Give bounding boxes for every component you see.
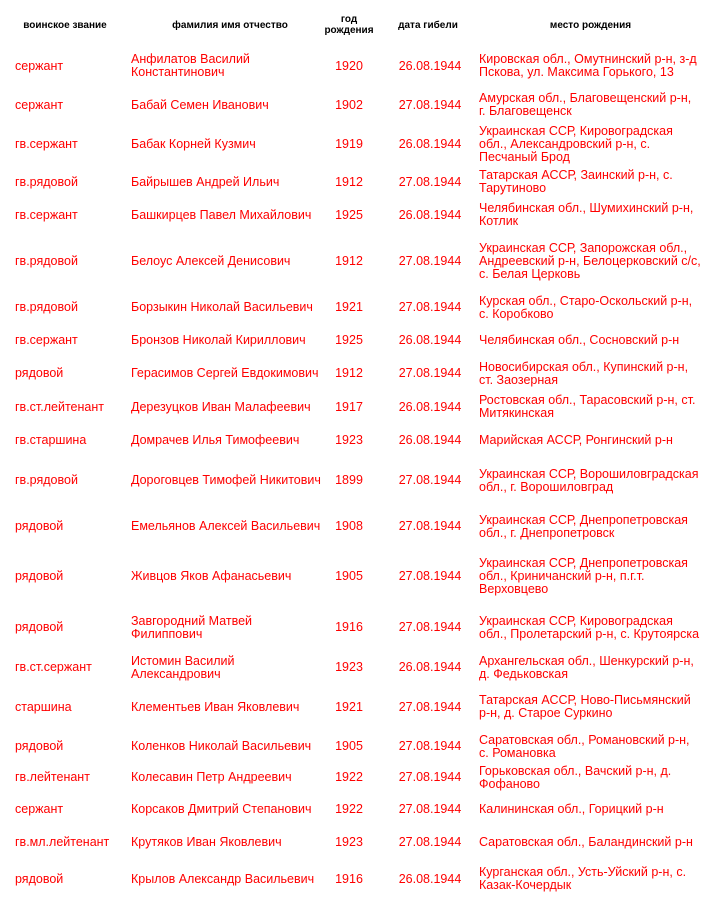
death-date-cell: 26.08.1944 <box>398 333 462 347</box>
birth-year-cell: 1920 <box>335 58 363 73</box>
rank-cell: гв.сержант <box>15 333 78 347</box>
birth-year-cell: 1908 <box>335 519 363 533</box>
table-row <box>0 198 703 232</box>
death-date-cell: 27.08.1944 <box>398 300 462 314</box>
birthplace-cell: Украинская ССР, Кировоградская обл., Александровский р-н, с. Песчаный Брод <box>479 123 673 164</box>
death-date-cell: 27.08.1944 <box>398 620 462 634</box>
birthplace-cell: Челябинская обл., Шумихинский р-н, Котлик <box>479 201 694 228</box>
rank-cell: старшина <box>15 699 72 714</box>
name-cell: Байрышев Андрей Ильич <box>131 174 280 189</box>
birth-year-cell: 1917 <box>335 399 363 414</box>
rank-cell: рядовой <box>15 519 64 533</box>
death-date-cell: 26.08.1944 <box>398 399 462 414</box>
header-birth-year: год рождения <box>324 14 374 36</box>
rank-cell: рядовой <box>15 366 64 380</box>
name-cell: Колесавин Петр Андреевич <box>131 770 292 784</box>
table-row <box>0 762 703 793</box>
table-row <box>0 731 703 762</box>
table-row <box>0 42 703 90</box>
birth-year-cell: 1919 <box>335 136 363 151</box>
birth-year-cell: 1925 <box>335 207 363 222</box>
table-row <box>0 604 703 651</box>
name-cell: Башкирцев Павел Михайлович <box>131 207 312 222</box>
table-row <box>0 651 703 684</box>
name-cell: Крутяков Иван Яковлевич <box>131 835 282 849</box>
birth-year-cell: 1905 <box>335 739 363 753</box>
name-cell: Белоус Алексей Денисович <box>131 253 291 268</box>
death-date-cell: 27.08.1944 <box>398 699 462 714</box>
death-date-cell: 27.08.1944 <box>398 835 462 849</box>
table-row <box>0 232 703 290</box>
birthplace-cell: Марийская АССР, Ронгинский р-н <box>479 433 673 447</box>
birth-year-cell: 1925 <box>335 333 363 347</box>
rank-cell: гв.рядовой <box>15 300 78 314</box>
death-date-cell: 27.08.1944 <box>398 473 462 487</box>
table-row <box>0 390 703 424</box>
birth-year-cell: 1899 <box>335 473 363 487</box>
death-date-cell: 27.08.1944 <box>398 366 462 380</box>
birthplace-cell: Челябинская обл., Сосновский р-н <box>479 333 680 347</box>
rank-cell: гв.ст.сержант <box>15 660 92 674</box>
table-row <box>0 121 703 167</box>
name-cell: Бабак Корней Кузмич <box>131 136 256 151</box>
death-date-cell: 27.08.1944 <box>398 519 462 533</box>
rank-cell: сержант <box>15 97 64 112</box>
table-row <box>0 859 703 899</box>
name-cell: Емельянов Алексей Васильевич <box>131 519 321 533</box>
table-row <box>0 548 703 604</box>
rank-cell: гв.рядовой <box>15 473 78 487</box>
rank-cell: сержант <box>15 802 64 816</box>
birth-year-cell: 1905 <box>335 568 363 583</box>
birth-year-cell: 1916 <box>335 871 363 886</box>
death-date-cell: 27.08.1944 <box>398 97 462 112</box>
death-date-cell: 26.08.1944 <box>398 207 462 222</box>
table-row <box>0 793 703 826</box>
name-cell: Корсаков Дмитрий Степанович <box>131 802 312 816</box>
birthplace-cell: Новосибирская обл., Купинский р-н, ст. Заозерная <box>479 359 689 387</box>
header-death-date: дата гибели <box>398 20 458 31</box>
birthplace-cell: Архангельская обл., Шенкурский р-н, д. Федьковская <box>479 653 694 681</box>
name-cell: Дороговцев Тимофей Никитович <box>131 473 321 487</box>
rank-cell: рядовой <box>15 620 64 634</box>
rank-cell: гв.старшина <box>15 433 87 447</box>
table-row <box>0 424 703 457</box>
table-row <box>0 90 703 120</box>
birth-year-cell: 1923 <box>335 433 363 447</box>
death-date-cell: 26.08.1944 <box>398 433 462 447</box>
name-cell: Живцов Яков Афанасьевич <box>131 568 292 583</box>
birthplace-cell: Татарская АССР, Ново-Письмянский р-н, д. Старое Суркино <box>479 693 691 720</box>
birthplace-cell: Татарская АССР, Заинский р-н, с. Тарутиново <box>479 168 673 195</box>
death-date-cell: 27.08.1944 <box>398 253 462 268</box>
birthplace-cell: Калининская обл., Горицкий р-н <box>479 802 664 816</box>
birth-year-cell: 1912 <box>335 174 363 189</box>
birth-year-cell: 1921 <box>335 699 363 714</box>
table-row <box>0 505 703 548</box>
death-date-cell: 27.08.1944 <box>398 770 462 784</box>
death-date-cell: 27.08.1944 <box>398 802 462 816</box>
name-cell: Борзыкин Николай Васильевич <box>131 300 313 314</box>
name-cell: Бронзов Николай Кириллович <box>131 333 306 347</box>
rank-cell: гв.мл.лейтенант <box>15 835 110 849</box>
name-cell: Дерезуцков Иван Малафеевич <box>131 399 311 414</box>
table-row <box>0 457 703 504</box>
rank-cell: гв.рядовой <box>15 174 78 189</box>
death-date-cell: 26.08.1944 <box>398 136 462 151</box>
birthplace-cell: Саратовская обл., Романовский р-н, с. Романовка <box>479 732 690 760</box>
table-header <box>0 0 703 40</box>
table-row <box>0 826 703 859</box>
birthplace-cell: Ростовская обл., Тарасовский р-н, ст. Митякинская <box>479 393 696 420</box>
rank-cell: рядовой <box>15 568 64 583</box>
birth-year-cell: 1902 <box>335 97 363 112</box>
death-date-cell: 27.08.1944 <box>398 739 462 753</box>
rank-cell: рядовой <box>15 739 64 753</box>
name-cell: Завгородний Матвей Филиппович <box>131 613 253 641</box>
birthplace-cell: Украинская ССР, Днепропетровская обл., Криничанский р-н, п.г.т. Верховцево <box>479 555 688 596</box>
birthplace-cell: Курская обл., Старо-Оскольский р-н, с. Коробково <box>479 293 693 321</box>
birth-year-cell: 1923 <box>335 835 363 849</box>
name-cell: Истомин Василий Александрович <box>131 653 235 681</box>
birth-year-cell: 1922 <box>335 802 363 816</box>
death-date-cell: 26.08.1944 <box>398 871 462 886</box>
name-cell: Крылов Александр Васильевич <box>131 871 315 886</box>
birth-year-cell: 1921 <box>335 300 363 314</box>
birthplace-cell: Украинская ССР, Ворошиловградская обл., г. Ворошиловград <box>479 466 699 494</box>
header-rank: воинское звание <box>23 20 107 31</box>
rank-cell: гв.лейтенант <box>15 770 90 784</box>
birthplace-cell: Курганская обл., Усть-Уйский р-н, с. Казак-Кочердык <box>479 865 687 892</box>
birth-year-cell: 1912 <box>335 366 363 380</box>
rank-cell: рядовой <box>15 871 64 886</box>
header-name: фамилия имя отчество <box>172 20 288 31</box>
table-row <box>0 167 703 197</box>
name-cell: Бабай Семен Иванович <box>131 97 269 112</box>
birthplace-cell: Украинская ССР, Запорожская обл., Андреевский р-н, Белоцерковский с/с, с. Белая Церковь <box>479 240 701 281</box>
birthplace-cell: Саратовская обл., Баландинский р-н <box>479 835 693 849</box>
death-date-cell: 27.08.1944 <box>398 568 462 583</box>
table-row <box>0 357 703 390</box>
death-date-cell: 27.08.1944 <box>398 174 462 189</box>
birthplace-cell: Украинская ССР, Днепропетровская обл., г. Днепропетровск <box>479 512 688 540</box>
rank-cell: гв.сержант <box>15 136 78 151</box>
table-row <box>0 684 703 730</box>
name-cell: Домрачев Илья Тимофеевич <box>131 433 300 447</box>
death-date-cell: 26.08.1944 <box>398 660 462 674</box>
birthplace-cell: Горьковская обл., Вачский р-н, д. Фофаново <box>479 763 672 791</box>
rank-cell: сержант <box>15 58 64 73</box>
rank-cell: гв.сержант <box>15 207 78 222</box>
birth-year-cell: 1912 <box>335 253 363 268</box>
name-cell: Коленков Николай Васильевич <box>131 739 312 753</box>
header-birthplace: место рождения <box>549 20 632 31</box>
birth-year-cell: 1922 <box>335 770 363 784</box>
name-cell: Анфилатов Василий Константинович <box>131 52 250 79</box>
name-cell: Клементьев Иван Яковлевич <box>131 699 300 714</box>
rank-cell: гв.рядовой <box>15 253 78 268</box>
table-row <box>0 291 703 324</box>
birth-year-cell: 1916 <box>335 620 363 634</box>
birthplace-cell: Украинская ССР, Кировоградская обл., Пролетарский р-н, с. Крутоярска <box>479 613 700 641</box>
birthplace-cell: Кировская обл., Омутнинский р-н, з-д Пскова, ул. Максима Горького, 13 <box>479 52 697 79</box>
rank-cell: гв.ст.лейтенант <box>15 399 104 414</box>
birth-year-cell: 1923 <box>335 660 363 674</box>
death-date-cell: 26.08.1944 <box>398 58 462 73</box>
table-row <box>0 324 703 357</box>
name-cell: Герасимов Сергей Евдокимович <box>131 366 319 380</box>
birthplace-cell: Амурская обл., Благовещенский р-н, г. Благовещенск <box>479 91 692 118</box>
